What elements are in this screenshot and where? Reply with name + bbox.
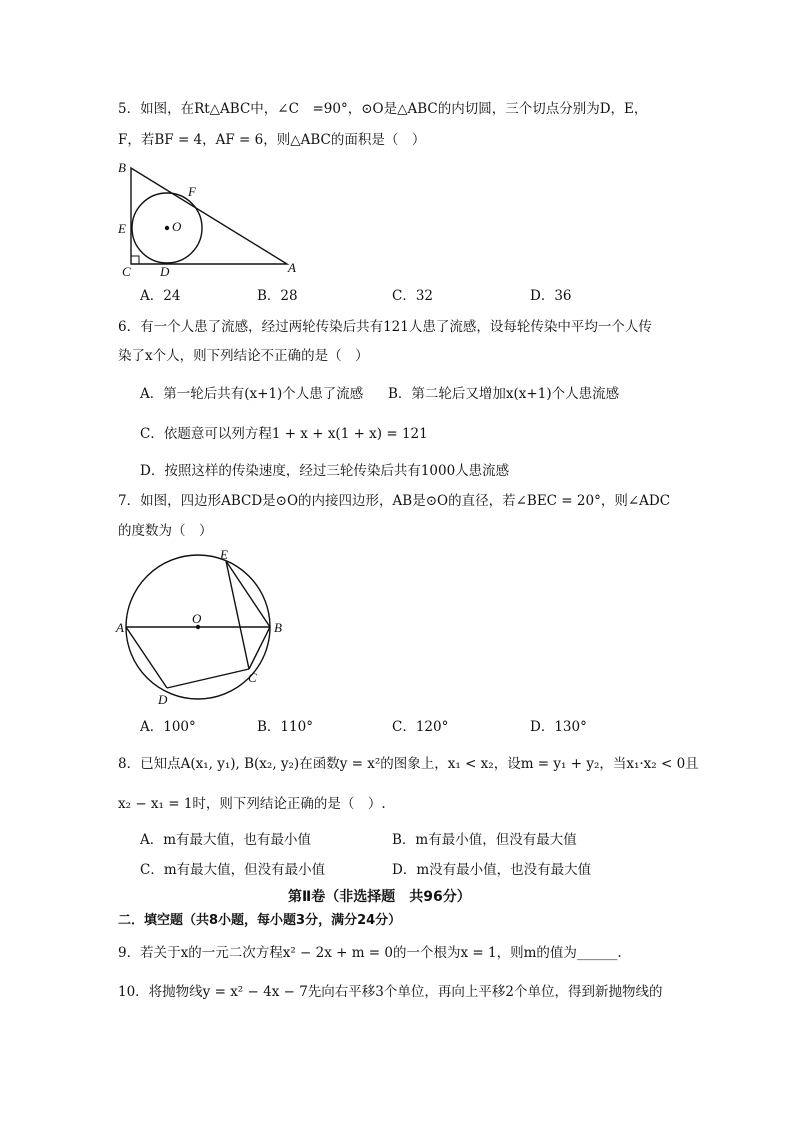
q6-option-c: C．依题意可以列方程1 + x + x(1 + x) = 121 <box>140 426 428 442</box>
section-title: 第Ⅱ卷（非选择题 共96分） <box>288 889 471 905</box>
q8-line1: 8．已知点A(x₁, y₁), B(x₂, y₂)在函数y = x²的图象上，x₁ < x₂，设m = y₁ + y₂，当x₁·x₂ < 0且 <box>118 756 699 772</box>
q10-line1: 10．将抛物线y = x² − 4x − 7先向右平移3个单位，再向上平移2个单位，得到新抛物线的 <box>118 984 663 1000</box>
label-o: O <box>172 219 182 234</box>
triangle-abc <box>131 168 287 264</box>
label-c: C <box>248 670 257 685</box>
q7-option-a: A．100° <box>140 719 196 735</box>
label-c: C <box>122 264 131 279</box>
q6-option-a: A．第一轮后共有(x+1)个人患了流感 <box>140 386 364 402</box>
label-o: O <box>192 611 202 626</box>
q6-option-d: D．按照这样的传染速度，经过三轮传染后共有1000人患流感 <box>140 463 510 479</box>
q8-option-a: A．m有最大值，也有最小值 <box>140 832 312 848</box>
label-e: E <box>118 221 126 236</box>
q6-line2: 染了x个人，则下列结论不正确的是（ ） <box>118 348 369 364</box>
center-point-o <box>165 226 169 230</box>
q7-figure <box>112 545 292 713</box>
q7-option-d: D．130° <box>530 719 587 735</box>
q5-option-c: C．32 <box>392 288 434 304</box>
q7-line1: 7．如图，四边形ABCD是⊙O的内接四边形，AB是⊙O的直径，若∠BEC = 20°，则∠ADC <box>118 493 671 509</box>
label-b: B <box>274 620 282 635</box>
q8-option-b: B．m有最小值，但没有最大值 <box>392 832 577 848</box>
q5-option-b: B．28 <box>257 288 298 304</box>
q8-line2: x₂ − x₁ = 1时，则下列结论正确的是（ ）. <box>118 796 386 812</box>
label-f: F <box>188 184 196 199</box>
q5-option-a: A．24 <box>140 288 181 304</box>
section-part-heading: 二．填空题（共8小题，每小题3分，满分24分） <box>118 913 402 928</box>
label-a: A <box>288 260 296 275</box>
q5-figure <box>112 156 312 280</box>
q5-line2: F，若BF = 4，AF = 6，则△ABC的面积是（ ） <box>118 132 426 148</box>
q9-line1: 9．若关于x的一元二次方程x² − 2x + m = 0的一个根为x = 1，则m的值为______. <box>118 945 622 961</box>
label-d: D <box>160 264 170 279</box>
label-b: B <box>118 160 126 175</box>
q8-option-c: C．m有最大值，但没有最小值 <box>140 862 326 878</box>
q5-line1: 5．如图，在Rt△ABC中，∠C =90°，⊙O是△ABC的内切圆，三个切点分别为D，E， <box>118 101 648 117</box>
q7-option-c: C．120° <box>392 719 449 735</box>
label-a: A <box>116 620 124 635</box>
q7-option-b: B．110° <box>257 719 313 735</box>
segment-dc <box>167 669 249 688</box>
q8-option-d: D．m没有最小值，也没有最大值 <box>392 862 592 878</box>
q5-option-d: D．36 <box>530 288 572 304</box>
q6-option-b: B．第二轮后又增加x(x+1)个人患流感 <box>388 386 620 402</box>
label-d: D <box>158 692 168 707</box>
q7-line2: 的度数为（ ） <box>118 523 213 539</box>
q6-line1: 6．有一个人患了流感，经过两轮传染后共有121人患了流感，设每轮传染中平均一个人传 <box>118 319 652 335</box>
right-angle-mark <box>131 256 139 264</box>
label-e: E <box>220 547 228 562</box>
